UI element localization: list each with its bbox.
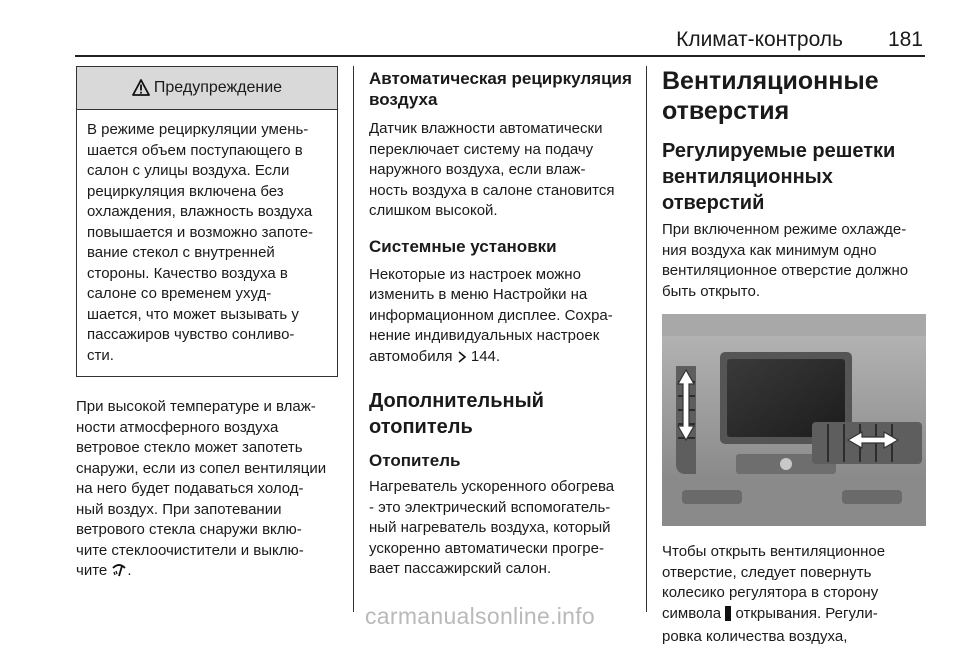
auto-recirculation-text (369, 119, 631, 222)
text-line: Некоторые из настроек можно (369, 265, 581, 283)
text-line: ускоренно автоматически прогре- (369, 539, 604, 557)
text-fragment: чите (76, 562, 108, 579)
text-line: Нагреватель ускоренного обогрева (369, 478, 615, 495)
text-line: повышается и возможно запоте- (87, 223, 314, 241)
heading-line: вентиляционных (662, 166, 833, 188)
text-line (369, 347, 631, 371)
text-line: вентиляционное отверстие должно (662, 262, 909, 279)
text-line: чите стеклоочистители и выклю- (76, 541, 304, 559)
warning-triangle-icon (132, 79, 150, 98)
text-line: вает пассажирский салон. (369, 560, 552, 577)
text-line: ветрового стекла снаружи вклю- (76, 521, 302, 538)
vents-intro-text (662, 220, 926, 302)
warning-text (77, 110, 337, 376)
vents-open-text (662, 542, 926, 648)
chapter-title: Климат-контроль (676, 28, 843, 51)
adjustable-vents-heading (662, 138, 926, 216)
wiper-icon (111, 562, 127, 585)
fogging-paragraph (76, 397, 338, 585)
warning-header (77, 67, 337, 110)
heading-line: отверстия (662, 97, 790, 125)
text-line: быть открыто. (662, 282, 761, 300)
heading-line: Дополнительный (369, 390, 544, 412)
header-rule (75, 55, 925, 57)
vents-heading (662, 66, 926, 126)
heading-line: Регулируемые решетки (662, 140, 896, 162)
text-line: При высокой температуре и влаж- (76, 398, 316, 415)
column-divider (353, 66, 354, 612)
heater-subheading: Отопитель (369, 451, 461, 470)
text-line: на него будет подаваться холод- (76, 480, 304, 497)
text-fragment: . (127, 562, 132, 579)
column-3 (662, 66, 926, 648)
text-fragment: открывания. Регули- (735, 604, 878, 622)
page-number: 181 (887, 28, 923, 51)
heading-line: Автоматическая рециркуляция (369, 69, 632, 88)
text-fragment: символа (662, 604, 722, 622)
text-line: стороны. Качество воздуха в (87, 264, 288, 282)
text-line: ный нагреватель воздуха, который (369, 519, 611, 536)
text-line: слишком высокой. (369, 202, 498, 219)
text-line: нение индивидуальных настроек (369, 327, 600, 344)
text-line: ный воздух. При запотевании (76, 500, 282, 518)
text-line: салон с улицы воздуха. Если (87, 162, 290, 179)
warning-title: Предупреждение (153, 79, 283, 96)
text-line: При включенном режиме охлажде- (662, 221, 907, 238)
text-line: ветровое стекло может запотеть (76, 439, 303, 456)
system-settings-heading: Системные установки (369, 236, 557, 256)
vent-illustration (662, 314, 926, 526)
text-line: - это электрический вспомогатель- (369, 498, 611, 516)
heading-line: отверстий (662, 192, 765, 214)
text-line: сти. (87, 346, 114, 364)
text-line: ния воздуха как минимум одно (662, 241, 877, 259)
heading-line: отопитель (369, 416, 473, 438)
text-line (76, 561, 338, 585)
text-line: рециркуляция включена без (87, 182, 284, 200)
text-line: ности атмосферного воздуха (76, 418, 279, 436)
warning-box (76, 66, 338, 377)
heater-text (369, 477, 631, 580)
page-reference[interactable]: 144. (470, 347, 501, 365)
text-line: шается объем поступающего в (87, 141, 303, 159)
page-header (75, 28, 923, 58)
text-line: охлаждения, влажность воздуха (87, 203, 313, 220)
column-2 (369, 66, 631, 580)
heading-line: воздуха (369, 90, 438, 109)
text-line: отверстие, следует повернуть (662, 563, 872, 581)
text-line: вание стекол с внутренней (87, 244, 275, 261)
text-line: информационном дисплее. Сохра- (369, 306, 613, 324)
text-line: шается, что может вызывать у (87, 305, 299, 323)
text-line: Чтобы открыть вентиляционное (662, 543, 886, 560)
text-line: салоне со временем ухуд- (87, 285, 272, 302)
page-reference-arrow-icon (457, 350, 467, 371)
text-line: снаружи, если из сопел вентиляции (76, 459, 327, 477)
aux-heater-heading (369, 388, 631, 440)
text-line: ность воздуха в салоне становится (369, 181, 615, 199)
text-line: изменить в меню Настройки на (369, 286, 588, 303)
heading-line: Вентиляционные (662, 67, 879, 95)
auto-recirculation-heading (369, 68, 631, 110)
column-1 (76, 66, 338, 585)
watermark: carmanualsonline.info (364, 603, 596, 629)
text-line: В режиме рециркуляции умень- (87, 121, 309, 138)
text-fragment: автомобиля (369, 347, 453, 365)
text-line: колесико регулятора в сторону (662, 584, 879, 601)
text-line: наружного воздуха, если влаж- (369, 161, 586, 178)
text-line: пассажиров чувство сонливо- (87, 326, 295, 343)
text-line: переключает систему на подачу (369, 140, 594, 158)
system-settings-text (369, 265, 631, 371)
column-divider (646, 66, 647, 612)
dashboard-photo (662, 314, 926, 526)
text-line: Датчик влажности автоматически (369, 120, 603, 137)
text-line: ровка количества воздуха, (662, 628, 848, 645)
